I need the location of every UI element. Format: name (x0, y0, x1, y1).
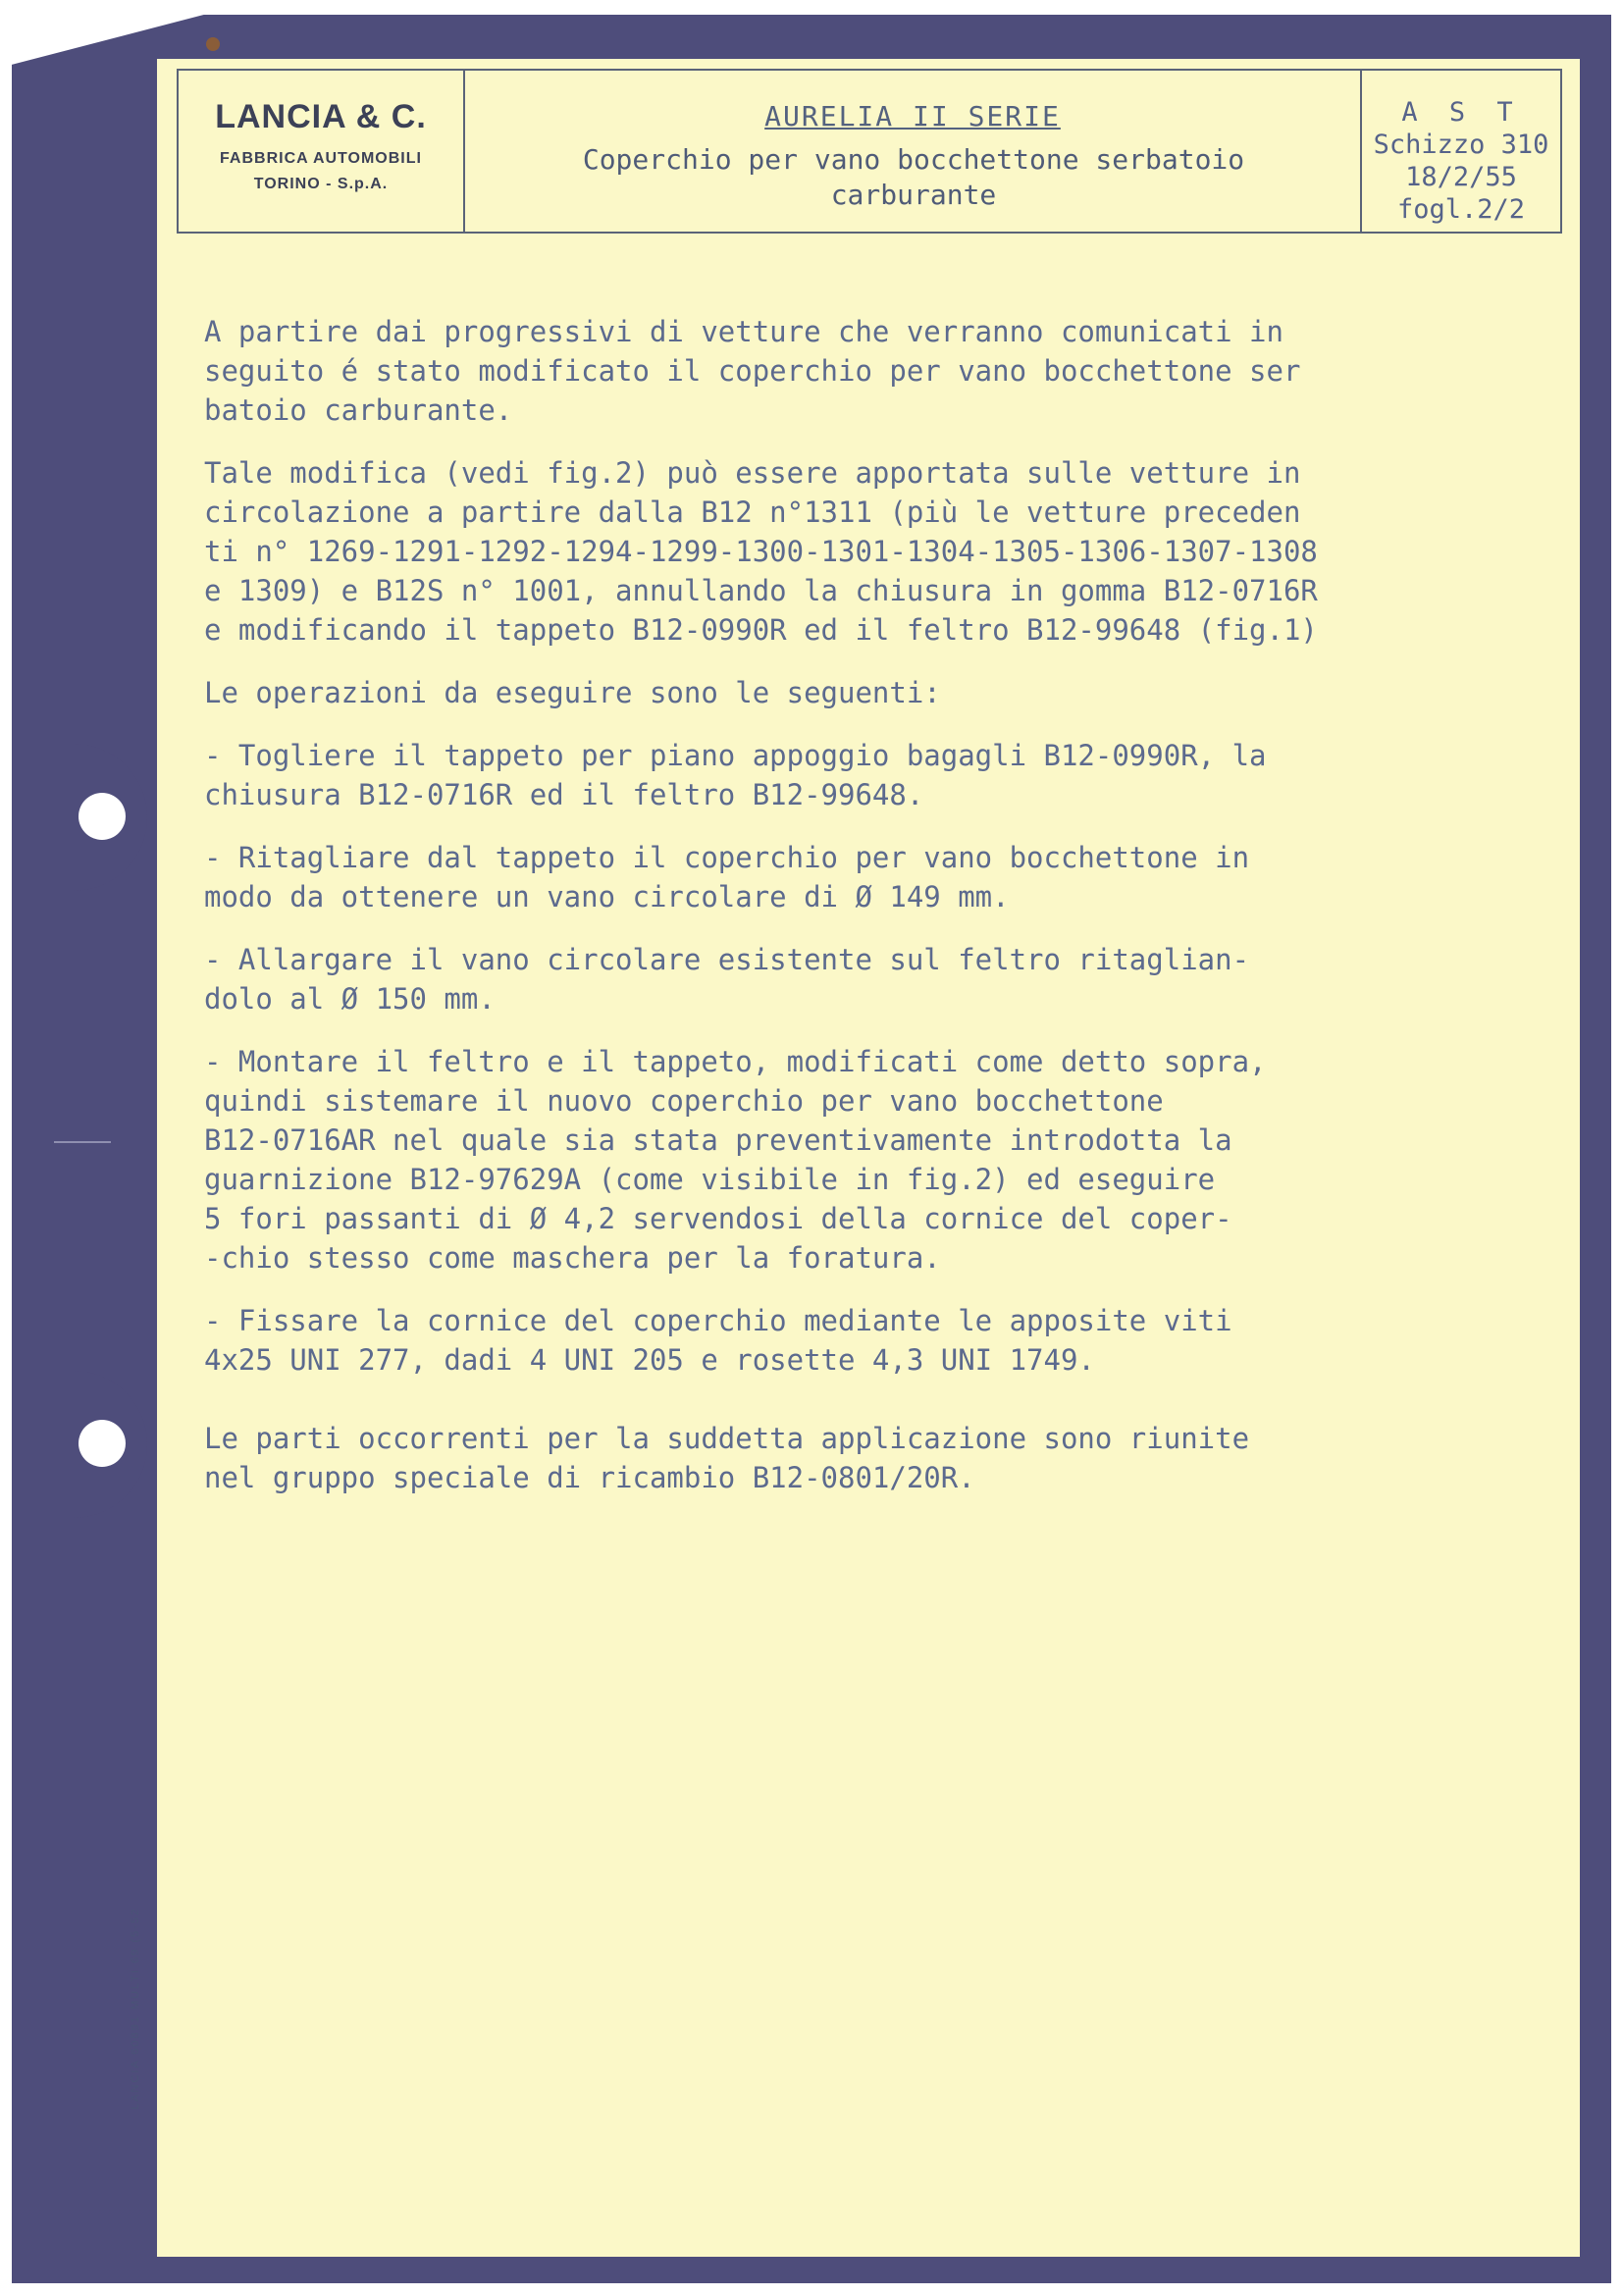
operations-heading: Le operazioni da eseguire sono le seguenti: (204, 676, 941, 709)
step-item: - Montare il feltro e il tappeto, modificati come detto sopra, quindi sistemare il nuovo coperchio per vano bocchettone B12-0716AR nel quale sia stata preventivamente introdotta la guarnizione B12-97629A (come visibile in fig.2) ed eseguire 5 fori passanti di Ø 4,2 servendosi della cornice del coper- -chio stesso come maschera per la foratura. (204, 1045, 1267, 1275)
printer-imprint (130, 2098, 141, 2110)
ref-date: 18/2/55 (1405, 162, 1517, 192)
document-body (204, 312, 1539, 1521)
intro-paragraph: A partire dai progressivi di vetture che verranno comunicati in seguito é stato modificato il coperchio per vano bocchettone ser batoio carburante. (204, 315, 1301, 427)
company-subtitle-line2: TORINO - S.p.A. (253, 176, 389, 192)
ink-blot (206, 37, 220, 51)
series-title: AURELIA II SERIE (764, 100, 1061, 132)
reference-block (1362, 71, 1560, 232)
company-block (179, 71, 465, 232)
subject-title (492, 142, 1335, 213)
ref-code: A S T (1401, 97, 1521, 128)
step-item: - Togliere il tappeto per piano appoggio bagagli B12-0990R, la chiusura B12-0716R ed il feltro B12-99648. (204, 739, 1267, 811)
fold-mark (54, 1141, 111, 1143)
punch-hole-lower (79, 1420, 126, 1467)
subject-line1: Coperchio per vano bocchettone serbatoio (582, 143, 1245, 176)
ref-sketch: Schizzo 310 (1373, 130, 1549, 160)
title-block (465, 71, 1362, 232)
punch-hole-upper (79, 793, 126, 840)
document-header (177, 69, 1562, 234)
company-subtitle (179, 146, 463, 197)
step-item: - Ritagliare dal tappeto il coperchio per vano bocchettone in modo da ottenere un vano circolare di Ø 149 mm. (204, 841, 1250, 913)
company-subtitle-line1: FABBRICA AUTOMOBILI (220, 150, 422, 167)
ref-sheet: fogl.2/2 (1396, 194, 1526, 225)
step-item: - Fissare la cornice del coperchio mediante le apposite viti 4x25 UNI 277, dadi 4 UNI 205 e rosette 4,3 UNI 1749. (204, 1304, 1232, 1377)
step-item: - Allargare il vano circolare esistente sul feltro ritaglian- dolo al Ø 150 mm. (204, 943, 1250, 1016)
subject-line2: carburante (830, 179, 997, 211)
modification-paragraph: Tale modifica (vedi fig.2) può essere apportata sulle vetture in circolazione a partire dalla B12 n°1311 (più le vetture preceden ti n° 1269-1291-1292-1294-1299-1300-1301-1304-1305-1306-1307-1308 e 1309) e B12S n° 1001, annullando la chiusura in gomma B12-0716R e modificando il tappeto B12-0990R ed il feltro B12-99648 (fig.1) (204, 456, 1318, 647)
company-name: LANCIA & C. (215, 98, 427, 135)
closing-paragraph: Le parti occorrenti per la suddetta applicazione sono riunite nel gruppo speciale di ricambio B12-0801/20R. (204, 1422, 1250, 1494)
